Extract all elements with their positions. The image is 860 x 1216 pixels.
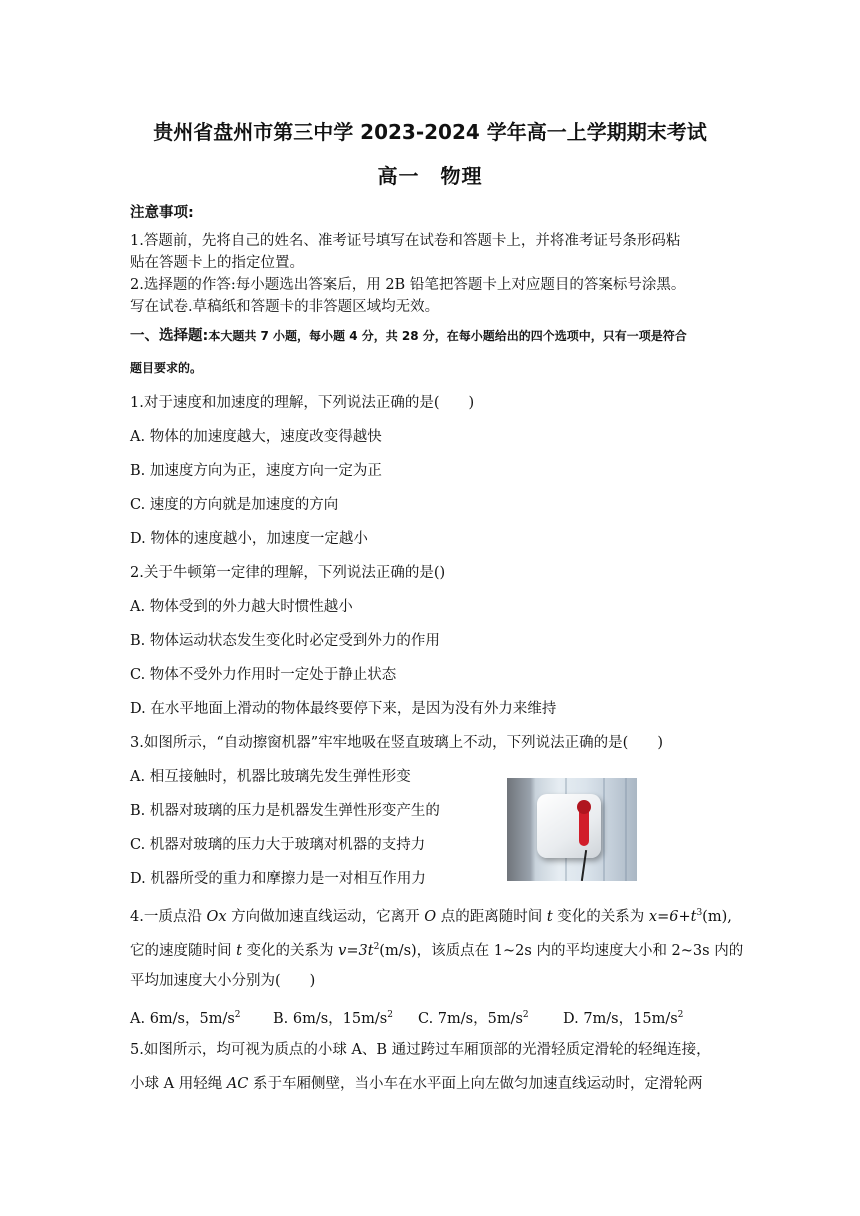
q4-text: 变化的关系为 [241,942,339,959]
q4-stem-line-2 [130,937,744,961]
note-1-line-2: 贴在答题卡上的指定位置。 [130,255,304,271]
q4-text: 变化的关系为 [552,908,649,925]
section-1-heading: 一、选择题: [130,328,209,344]
q4-text: 4.一质点沿 [130,908,207,925]
q4-exponent: 2 [373,942,380,952]
q2-option-a: A. 物体受到的外力越大时惯性越小 [130,599,353,615]
window-cleaning-robot-photo [507,778,637,881]
q4-option-a-text: A. 6m/s，5m/s [130,1010,235,1027]
q5-text: 系于车厢侧壁，当小车在水平面上向左做匀加速直线运动时，定滑轮两 [248,1076,703,1092]
q4-exponent: 3 [696,908,703,918]
q4-exponent: 2 [234,1010,241,1020]
q4-formula-x: x=6+t [648,908,697,925]
q4-stem-line-3: 平均加速度大小分别为( ) [130,973,316,989]
q1-option-d: D. 物体的速度越小，加速度一定越小 [130,531,368,547]
q4-option-c [418,1005,563,1029]
q4-choices [130,1005,740,1029]
q2-option-d: D. 在水平地面上滑动的物体最终要停下来，是因为没有外力来维持 [130,701,557,717]
robot-body [537,794,601,858]
glass-frame-line [625,778,627,881]
q3-stem: 3.如图所示，“自动擦窗机器”牢牢地吸在竖直玻璃上不动，下列说法正确的是( ) [130,735,663,751]
q4-formula-v: v=3t [338,942,374,959]
q4-var-t: t [546,908,553,925]
robot-knob [577,800,591,814]
q3-option-a: A. 相互接触时，机器比玻璃先发生弹性形变 [130,769,411,785]
section-1-intro [130,326,740,346]
section-1-desc-2: 题目要求的。 [130,361,203,375]
q1-stem: 1.对于速度和加速度的理解，下列说法正确的是( ) [130,395,475,411]
q1-option-b: B. 加速度方向为正，速度方向一定为正 [130,463,382,479]
q4-option-b [273,1005,418,1029]
note-2-line-2: 写在试卷.草稿纸和答题卡的非答题区域均无效。 [130,299,440,315]
q2-option-c: C. 物体不受外力作用时一定处于静止状态 [130,667,397,683]
note-2-line-1: 2.选择题的作答:每小题选出答案后，用 2B 铅笔把答题卡上对应题目的答案标号涂黑。 [130,277,686,293]
q4-var-t: t [236,942,242,959]
q4-text: 它的速度随时间 [130,942,237,959]
q4-option-b-text: B. 6m/s，15m/s [273,1010,388,1027]
q4-var-o: O [424,908,437,925]
q4-stem-line-1 [130,903,740,927]
q4-exponent: 2 [387,1010,393,1020]
q2-stem: 2.关于牛顿第一定律的理解，下列说法正确的是() [130,565,446,581]
exam-title: 贵州省盘州市第三中学 2023-2024 学年高一上学期期末考试 [153,120,707,144]
q1-option-a: A. 物体的加速度越大，速度改变得越快 [130,429,382,445]
q4-exponent: 2 [677,1010,684,1020]
q4-exponent: 2 [522,1010,529,1020]
q5-stem-line-1: 5.如图所示，均可视为质点的小球 A、B 通过跨过车厢顶部的光滑轻质定滑轮的轻绳连接， [130,1042,711,1058]
q4-option-d-text: D. 7m/s，15m/s [563,1010,678,1027]
q4-text: 方向做加速直线运动，它离开 [226,908,425,925]
q5-stem-line-2 [130,1074,740,1094]
q4-text: (m), [702,908,732,925]
q5-text: 小球 A 用轻绳 [130,1076,227,1092]
q4-option-a [130,1005,273,1029]
q5-var-ac: AC [226,1076,249,1092]
q3-option-d: D. 机器所受的重力和摩擦力是一对相互作用力 [130,871,426,887]
q4-option-c-text: C. 7m/s，5m/s [418,1010,523,1027]
q1-option-c: C. 速度的方向就是加速度的方向 [130,497,339,513]
q2-option-b: B. 物体运动状态发生变化时必定受到外力的作用 [130,633,440,649]
q4-text: 点的距离随时间 [436,908,547,925]
section-1-desc-1: 本大题共 7 小题，每小题 4 分，共 28 分，在每小题给出的四个选项中，只有一项是符合 [208,329,687,343]
q3-option-b: B. 机器对玻璃的压力是机器发生弹性形变产生的 [130,803,440,819]
q3-option-c: C. 机器对玻璃的压力大于玻璃对机器的支持力 [130,837,426,853]
glass-frame-line [603,778,605,881]
exam-subject: 高一 物理 [377,164,483,188]
q4-var-ox: Ox [206,908,227,925]
q4-option-d [563,1005,683,1029]
q4-text: (m/s)，该质点在 1~2s 内的平均速度大小和 2~3s 内的 [379,942,744,959]
notes-heading: 注意事项: [130,205,194,221]
note-1-line-1: 1.答题前，先将自己的姓名、准考证号填写在试卷和答题卡上，并将准考证号条形码粘 [130,233,681,249]
